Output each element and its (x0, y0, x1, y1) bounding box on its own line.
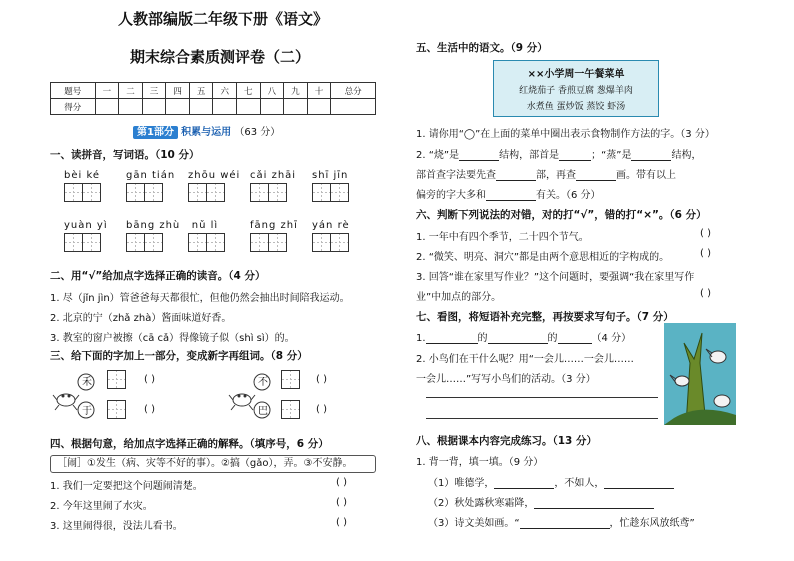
q3-title: 三、给下面的字加上一部分，变成新字再组词。（8 分） (50, 350, 308, 362)
q8-line2: （2）秋处露秋寒霜降， (428, 494, 654, 509)
pinyin-word-group (250, 170, 297, 202)
writing-cell[interactable] (82, 233, 101, 252)
crab-illustration-icon (52, 370, 100, 420)
q5-item1: 1. 请你用“◯”在上面的菜单中圈出表示食物制作方法的字。（3 分） (416, 129, 715, 140)
q5-item2-line3: 偏旁的字大多和 有关。（6 分） (416, 190, 601, 201)
q4-item1: 1. 我们一定要把这个问题闹清楚。 (50, 481, 203, 492)
score-table-blank-cell (213, 99, 237, 115)
score-table-header-cell: 三 (142, 83, 166, 99)
q8-line3: （3）诗文美如画。“ ，忙趁东风放纸鸢” (428, 518, 695, 529)
writing-cell[interactable] (64, 233, 83, 252)
q5-item2-line1: 2. “烧”是 结构，部首是 ；“蒸”是 结构， (416, 150, 702, 161)
q3-box-1 (108, 370, 126, 389)
q4-paren-3: ( ) (336, 517, 347, 528)
score-table-header-cell: 八 (260, 83, 284, 99)
exam-title-line1: 人教部编版二年级下册《语文》 (118, 10, 329, 28)
q6-item1: 1. 一年中有四个季节，二十四个节气。 (416, 232, 589, 243)
q3-char-1: 禾 (82, 377, 92, 388)
q3-paren-4: ( ) (316, 404, 327, 415)
q3-group-2 (228, 370, 276, 423)
score-table-blank-cell (142, 99, 166, 115)
q1-title: 一、读拼音，写词语。（10 分） (50, 149, 200, 161)
q4-definition-box: ［闹］①发生（病、灾等不好的事）。②搞（gǎo），弄。③不安静。 (50, 455, 376, 473)
writing-cell[interactable] (206, 183, 225, 202)
q2-item1: 1. 尽（jǐn jìn）管爸爸每天都很忙，但他仍然会抽出时间陪我运动。 (50, 293, 350, 304)
score-table-header-cell: 总分 (331, 83, 376, 99)
writing-grid[interactable] (313, 233, 349, 252)
score-table-blank-cell (189, 99, 213, 115)
q6-paren-3: ( ) (700, 288, 711, 299)
pinyin-label: yán rè (312, 220, 350, 231)
part1-points: （63 分） (234, 127, 281, 138)
q3-char-3: 不 (258, 377, 268, 388)
pinyin-label: cǎi zhāi (250, 170, 297, 181)
writing-cell[interactable] (188, 233, 207, 252)
q7-title: 七、看图，将短语补充完整，再按要求写句子。（7 分） (416, 311, 674, 323)
pinyin-word-group (312, 220, 349, 252)
q8-sub: 1. 背一背，填一填。（9 分） (416, 457, 544, 468)
q7-item2-line1: 2. 小鸟们在干什么呢？用“一会儿……一会儿…… (416, 354, 634, 365)
pinyin-word-group (188, 220, 225, 252)
writing-cell[interactable] (330, 183, 349, 202)
part1-heading (133, 123, 280, 138)
score-table-blank-cell (284, 99, 308, 115)
q3-char-2: 于 (82, 406, 92, 417)
score-table-header-cell: 七 (237, 83, 261, 99)
score-table-header-cell: 六 (213, 83, 237, 99)
q3-paren-3: ( ) (316, 374, 327, 385)
q2-title: 二、用“√”给加点字选择正确的读音。（4 分） (50, 270, 266, 282)
pinyin-word-group (126, 170, 176, 202)
q6-paren-1: ( ) (700, 228, 711, 239)
q3-group-1 (52, 370, 100, 423)
q4-paren-2: ( ) (336, 497, 347, 508)
part1-title: 积累与运用 (181, 127, 232, 138)
writing-grid[interactable] (189, 183, 225, 202)
writing-cell[interactable] (126, 183, 145, 202)
q6-item3-line1: 3. 回答“谁在家里写作业？”这个问题时，要强调“我在家里写作 (416, 272, 695, 283)
writing-grid[interactable] (127, 183, 163, 202)
writing-grid[interactable] (189, 233, 225, 252)
pinyin-word-group (312, 170, 349, 202)
writing-cell[interactable] (268, 233, 287, 252)
writing-grid[interactable] (65, 233, 101, 252)
q2-item3: 3. 教室的窗户被擦（cā cǎ）得像镜子似（shì sì）的。 (50, 333, 295, 344)
score-table-header-cell: 九 (284, 83, 308, 99)
score-table-header-cell: 十 (307, 83, 331, 99)
q7-answer-line-1 (426, 397, 658, 398)
writing-cell[interactable] (82, 183, 101, 202)
score-table-blank-cell (237, 99, 261, 115)
score-table-row-label: 得分 (51, 99, 96, 115)
pinyin-word-group (64, 220, 108, 252)
q6-item3-line2: 业”中加点的部分。 (416, 292, 502, 303)
score-table-blank-cell (260, 99, 284, 115)
pinyin-label: nǔ lì (191, 220, 219, 231)
score-table-blank-cell (307, 99, 331, 115)
pinyin-word-group (126, 220, 181, 252)
q3-box-3 (282, 370, 300, 389)
writing-grid[interactable] (251, 233, 287, 252)
q3-box-2 (108, 400, 126, 419)
writing-cell[interactable] (250, 233, 269, 252)
birds-on-tree-illustration (664, 323, 736, 425)
lunch-menu-card (493, 60, 659, 117)
writing-grid[interactable] (127, 233, 163, 252)
writing-cell[interactable] (188, 183, 207, 202)
score-table-score-row (51, 99, 376, 115)
pinyin-label: fāng zhī (250, 220, 298, 231)
part1-badge: 第1部分 (133, 126, 178, 139)
q8-title: 八、根据课本内容完成练习。（13 分） (416, 435, 598, 447)
pinyin-label: yuàn yì (64, 220, 108, 231)
writing-cell[interactable] (144, 183, 163, 202)
q3-paren-1: ( ) (144, 374, 155, 385)
writing-cell[interactable] (268, 183, 287, 202)
q3-box-4 (282, 400, 300, 419)
score-table-header-cell: 题号 (51, 83, 96, 99)
score-table-blank-cell (166, 99, 190, 115)
exam-title-line2: 期末综合素质测评卷（二） (130, 48, 311, 66)
writing-cell[interactable] (126, 233, 145, 252)
writing-grid[interactable] (251, 183, 287, 202)
pinyin-word-group (188, 170, 241, 202)
crab-illustration-icon (228, 370, 276, 420)
q4-paren-1: ( ) (336, 477, 347, 488)
q3-char-4: 巴 (258, 406, 268, 417)
pinyin-label: bāng zhù (126, 220, 181, 231)
writing-grid[interactable] (313, 183, 349, 202)
q6-item2: 2. “微笑、明亮、洞穴”都是由两个意思相近的字构成的。 (416, 252, 670, 263)
q6-paren-2: ( ) (700, 248, 711, 259)
writing-cell[interactable] (206, 233, 225, 252)
writing-grid[interactable] (65, 183, 101, 202)
score-table-blank-cell (95, 99, 119, 115)
writing-cell[interactable] (144, 233, 163, 252)
q4-item3: 3. 这里闹得很，没法儿看书。 (50, 521, 183, 532)
pinyin-label: bèi ké (64, 170, 101, 181)
q6-title: 六、判断下列说法的对错，对的打“√”，错的打“×”。（6 分） (416, 209, 707, 221)
score-table-blank-cell (331, 99, 376, 115)
writing-cell[interactable] (312, 233, 331, 252)
score-table (50, 82, 376, 115)
q8-line1: （1）唯德学， ，不如人， (428, 474, 674, 489)
q2-item2: 2. 北京的宁（zhǎ zhà）酱面味道好香。 (50, 313, 232, 324)
q7-answer-line-2 (426, 418, 658, 419)
score-table-header-cell: 五 (189, 83, 213, 99)
menu-title: ××小学周一午餐菜单 (527, 69, 625, 80)
q3-paren-2: ( ) (144, 404, 155, 415)
pinyin-label: shī jīn (312, 170, 349, 181)
score-table-blank-cell (119, 99, 143, 115)
writing-cell[interactable] (64, 183, 83, 202)
score-table-header-row (51, 83, 376, 99)
pinyin-label: zhōu wéi (188, 170, 241, 181)
q7-item2-line2: 一会儿……”写写小鸟们的活动。（3 分） (416, 374, 596, 385)
q4-title: 四、根据句意，给加点字选择正确的解释。（填序号，6 分） (50, 438, 329, 450)
q7-item1: 1. 的 的 （4 分） (416, 333, 632, 344)
writing-cell[interactable] (312, 183, 331, 202)
q5-title: 五、生活中的语文。（9 分） (416, 42, 548, 54)
writing-cell[interactable] (250, 183, 269, 202)
pinyin-label: gān tián (126, 170, 176, 181)
score-table-header-cell: 一 (95, 83, 119, 99)
menu-line-2: 水煮鱼 蛋炒饭 蒸饺 虾汤 (526, 102, 626, 112)
score-table-header-cell: 四 (166, 83, 190, 99)
pinyin-word-group (250, 220, 298, 252)
menu-line-1: 红烧茄子 香煎豆腐 葱爆羊肉 (519, 86, 633, 96)
score-table-header-cell: 二 (119, 83, 143, 99)
q4-item2: 2. 今年这里闹了水灾。 (50, 501, 153, 512)
q5-item2-line2: 部首查字法要先查 部，再查 画。带有以上 (416, 170, 676, 181)
writing-cell[interactable] (330, 233, 349, 252)
pinyin-word-group (64, 170, 101, 202)
